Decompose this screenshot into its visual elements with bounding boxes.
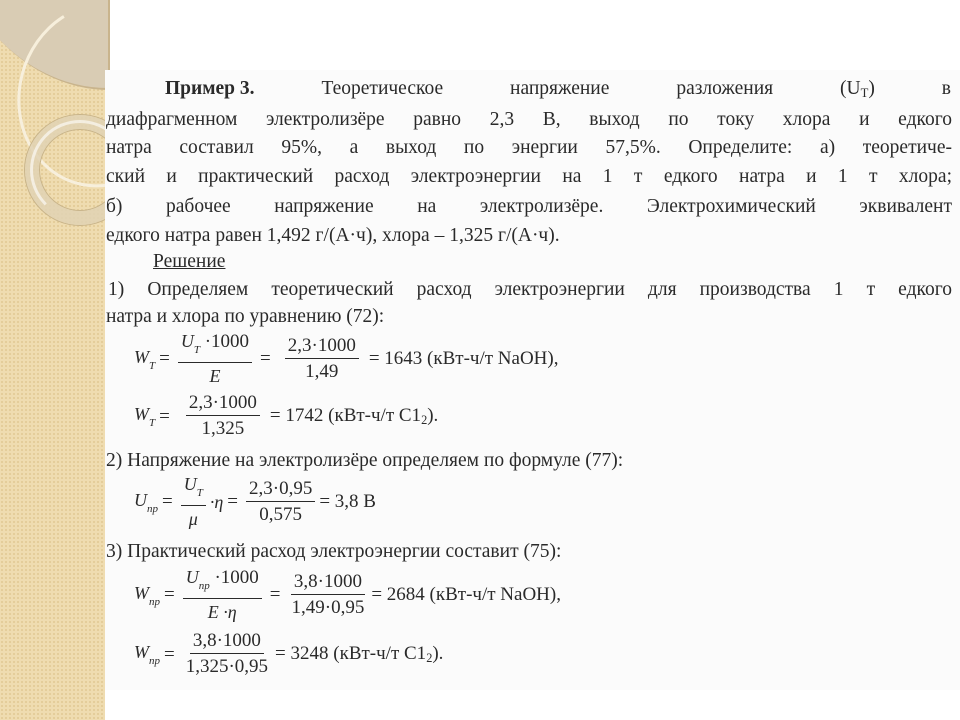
step1-line-1: 1) Определяем теоретический расход электроэнергии для производства 1 т едкого <box>108 279 952 300</box>
formula-result: = 3248 (кВт-ч/т $С1_2$). <box>275 642 444 666</box>
formula-result: = 1742 (кВт-ч/т $С1_2$). <box>269 404 439 428</box>
problem-line-6: едкого натра равен 1,492 г/(А·ч), хлора – 1,325 г/(А·ч). <box>106 225 560 246</box>
word: разложения <box>676 78 774 99</box>
ut-symbol: $(U_T)$ <box>840 78 875 101</box>
fraction: $\frac{U_{пр} \cdot 1000}{E \cdot\eta}$ <box>183 566 262 624</box>
word: в <box>941 78 951 99</box>
problem-line-2: диафрагменном электролизёре равно 2,3 В, выход по току хлора и едкого <box>106 109 952 130</box>
fraction: $\frac{3,8\cdot 1000}{1,325\cdot 0,95}$ <box>185 630 269 677</box>
page-margin <box>105 690 960 720</box>
fraction: $\frac{2,3\cdot 1000}{1,49}$ <box>285 335 359 384</box>
fraction: $\frac{U_T}{\mu}$ <box>181 473 206 531</box>
problem-line-3: натра составил 95%, а выход по энергии 57,5%. Определите: а) теоретиче- <box>106 137 952 158</box>
formula-u-practical: $U_{пр}$ = $\frac{U_T}{\mu}$ ·η = $\frac{2,3\cdot 0,95}{0,575}$ = 3,8 В <box>134 474 376 529</box>
fraction: $\frac{2,3\cdot 1000}{1,325}$ <box>186 392 260 441</box>
formula-wpr-cl2: $W_{пр}$ = $\frac{3,8\cdot 1000}{1,325\cdot 0,95}$ = 3248 (кВт-ч/т $С1_2$). <box>134 630 444 677</box>
formula-result: = 3,8 В <box>319 491 376 512</box>
word: напряжение <box>510 78 610 99</box>
problem-title: Пример 3. <box>165 78 255 99</box>
step3-text: 3) Практический расход электроэнергии составит (75): <box>106 541 562 562</box>
step1-line-2: натра и хлора по уравнению (72): <box>106 306 385 327</box>
fraction: $\frac{U_T \cdot 1000}{E}$ <box>178 330 252 388</box>
problem-line-1 <box>165 77 951 105</box>
decorative-sidebar <box>0 0 105 720</box>
formula-result: = 2684 (кВт-ч/т NaOH), <box>371 584 561 605</box>
fraction: $\frac{2,3\cdot 0,95}{0,575}$ <box>246 478 315 527</box>
formula-wt-naoh: $W_T$ = $\frac{U_T \cdot 1000}{E}$ = $\frac{2,3\cdot 1000}{1,49}$ = 1643 (кВт-ч/т NaOH), <box>134 331 559 386</box>
problem-line-5: б) рабочее напряжение на электролизёре. Электрохимический эквивалент <box>106 196 952 217</box>
formula-wpr-naoh: $W_{пр}$ = $\frac{U_{пр} \cdot 1000}{E \cdot\eta}$ = $\frac{3,8\cdot 1000}{1,49\cdot 0,95}$ = 2684 (кВт-ч/т NaOH), <box>134 567 561 622</box>
step2-text: 2) Напряжение на электролизёре определяем по формуле (77): <box>106 450 624 471</box>
formula-result: = 1643 (кВт-ч/т NaOH), <box>368 348 559 369</box>
word: Теоретическое <box>321 78 444 99</box>
problem-line-4: ский и практический расход электроэнергии на 1 т едкого натра и 1 т хлора; <box>106 166 952 187</box>
solution-heading: Решение <box>153 251 226 272</box>
formula-wt-cl2: $W_T$ = $\frac{2,3\cdot 1000}{1,325}$ = 1742 (кВт-ч/т $С1_2$). <box>134 392 439 439</box>
fraction: $\frac{3,8\cdot 1000}{1,49\cdot 0,95}$ <box>291 570 365 618</box>
